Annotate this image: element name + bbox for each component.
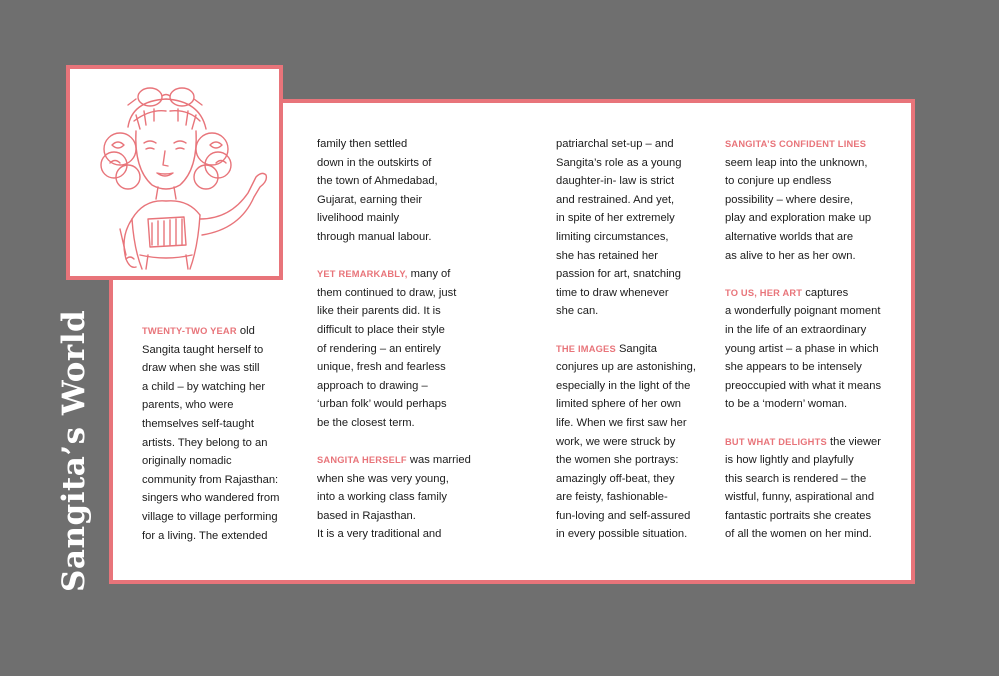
text-line: limiting circumstances, (556, 230, 669, 243)
text-line: work, we were struck by (556, 435, 676, 448)
text-line: was married (406, 454, 471, 467)
text-line: amazingly off-beat, they (556, 472, 675, 485)
text-line: originally nomadic (142, 455, 232, 468)
text-line: of rendering – an entirely (317, 342, 441, 355)
text-line: down in the outskirts of (317, 156, 432, 169)
text-line: patriarchal set-up – and (556, 138, 674, 150)
text-line: unique, fresh and fearless (317, 361, 446, 374)
text-line: draw when she was still (142, 362, 260, 375)
paragraph (317, 135, 471, 247)
text-column (556, 135, 696, 544)
page-title: Sangita’s World (56, 309, 92, 592)
text-line: possibility – where desire, (725, 193, 854, 206)
text-line: them continued to draw, just (317, 286, 457, 299)
text-line: fantastic portraits she creates (725, 509, 872, 522)
text-line: approach to drawing – (317, 379, 428, 392)
text-line: the women she portrays: (556, 454, 679, 467)
text-line: is how lightly and playfully (725, 454, 854, 467)
paragraph (725, 135, 881, 265)
text-column (142, 322, 279, 545)
text-line: young artist – a phase in which (725, 342, 879, 355)
text-line: parents, who were (142, 399, 234, 412)
paragraph (142, 322, 279, 545)
text-line: in spite of her extremely (556, 212, 675, 225)
woman-with-sunglasses-illustration (70, 69, 279, 276)
text-line: based in Rajasthan. (317, 509, 416, 522)
text-line: Gujarat, earning their (317, 193, 423, 206)
text-line: livelihood mainly (317, 212, 400, 225)
text-line: especially in the light of the (556, 379, 691, 392)
text-line: the viewer (826, 435, 881, 448)
text-line: as alive to her as her own. (725, 249, 856, 262)
text-line: into a working class family (317, 491, 447, 504)
highlight-lead: SANGITA’S CONFIDENT LINES (725, 139, 867, 149)
paragraph (556, 340, 696, 545)
text-line: Sangita (615, 342, 657, 355)
text-line: Sangita taught herself to (142, 343, 264, 356)
text-line: difficult to place their style (317, 323, 445, 336)
text-line: she can. (556, 305, 599, 318)
paragraph (556, 135, 696, 321)
text-line: are feisty, fashionable- (556, 491, 668, 504)
text-line: Sangita’s role as a young (556, 156, 682, 169)
text-line: this search is rendered – the (725, 472, 867, 485)
text-line: time to draw whenever (556, 286, 669, 299)
text-line: in the life of an extraordinary (725, 323, 867, 336)
text-line: many of (407, 268, 451, 281)
text-line: artists. They belong to an (142, 436, 268, 449)
highlight-lead: BUT WHAT DELIGHTS (725, 436, 827, 447)
highlight-lead: SANGITA HERSELF (317, 455, 407, 466)
text-column (725, 135, 881, 544)
text-line: of all the women on her mind. (725, 528, 872, 541)
portrait-frame (66, 65, 283, 280)
highlight-lead: TO US, HER ART (725, 287, 803, 298)
text-line: alternative worlds that are (725, 230, 854, 243)
text-line: passion for art, snatching (556, 268, 681, 281)
text-line: and restrained. And yet, (556, 193, 675, 206)
paragraph (317, 265, 471, 432)
text-line: village to village performing (142, 510, 278, 523)
highlight-lead: TWENTY-TWO YEAR (142, 326, 237, 336)
text-line: a child – by watching her (142, 380, 266, 393)
text-line: seem leap into the unknown, (725, 156, 868, 169)
text-line: It is a very traditional and (317, 528, 442, 541)
text-line: daughter-in- law is strict (556, 175, 675, 188)
text-line: conjures up are astonishing, (556, 361, 696, 374)
text-line: limited sphere of her own (556, 398, 681, 411)
text-line: fun-loving and self-assured (556, 509, 691, 522)
text-line: for a living. The extended (142, 529, 268, 542)
text-line: through manual labour. (317, 230, 432, 243)
text-line: family then settled (317, 138, 408, 150)
text-line: when she was very young, (317, 472, 449, 485)
text-line: like their parents did. It is (317, 305, 441, 318)
text-line: singers who wandered from (142, 492, 280, 505)
text-line: preoccupied with what it means (725, 379, 882, 392)
paragraph (317, 451, 471, 544)
text-line: ‘urban folk’ would perhaps (317, 398, 447, 411)
text-column (317, 135, 471, 544)
text-line: she appears to be intensely (725, 361, 862, 374)
highlight-lead: YET REMARKABLY, (317, 269, 408, 280)
text-line: to conjure up endless (725, 175, 832, 188)
text-line: the town of Ahmedabad, (317, 175, 438, 188)
text-line: be the closest term. (317, 416, 415, 429)
text-line: a wonderfully poignant moment (725, 305, 881, 318)
paragraph (725, 284, 881, 414)
text-line: in every possible situation. (556, 528, 688, 541)
text-line: wistful, funny, aspirational and (725, 491, 875, 504)
paragraph (725, 433, 881, 545)
text-line: life. When we first saw her (556, 416, 687, 429)
text-line: themselves self-taught (142, 417, 254, 430)
text-line: she has retained her (556, 249, 658, 262)
text-line: play and exploration make up (725, 212, 872, 225)
text-line: old (236, 325, 255, 337)
text-line: captures (802, 286, 849, 299)
text-line: to be a ‘modern’ woman. (725, 398, 848, 411)
text-line: community from Rajasthan: (142, 473, 279, 486)
highlight-lead: THE IMAGES (556, 343, 616, 354)
